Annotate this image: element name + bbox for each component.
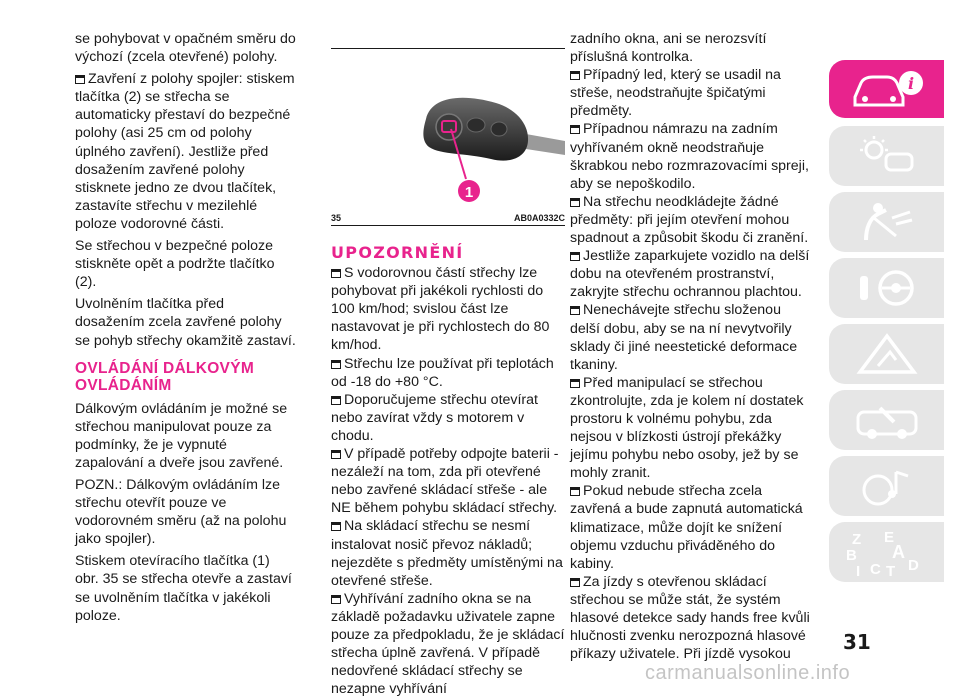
paragraph: Stiskem otevíracího tlačítka (1) obr. 35 se střecha otevře a zastaví se uvolněním tlačítka v jakékoli poloze.	[75, 553, 292, 624]
tab-warning-lights[interactable]	[829, 126, 944, 186]
emergency-icon	[852, 332, 922, 376]
watermark: carmanualsonline.info	[645, 662, 851, 684]
paragraph: Uvolněním tlačítka před dosažením zcela zavřené polohy se pohyb střechy okamžitě zastaví.	[75, 296, 296, 349]
page-number: 31	[843, 630, 871, 654]
safety-icon	[852, 200, 922, 244]
bullet-box-icon	[331, 522, 341, 531]
index-letter: C	[869, 561, 881, 578]
bullet-box-icon	[570, 71, 580, 80]
bullet-box-icon	[75, 75, 85, 84]
bullet-box-icon	[331, 269, 341, 278]
index-letter: D	[907, 557, 919, 574]
car-info-icon	[847, 67, 927, 111]
bullet-box-icon	[570, 578, 580, 587]
chapter-tabs	[829, 60, 949, 588]
starting-driving-icon	[852, 266, 922, 310]
warning-lights-icon	[852, 134, 922, 178]
index-letter: Z	[851, 531, 861, 548]
figure-35	[331, 48, 565, 227]
paragraph: se pohybovat v opačném směru do výchozí (zcela otevřené) polohy.	[75, 31, 296, 66]
section-heading: OVLÁDÁNÍ DÁLKOVÝM OVLÁDÁNÍM	[75, 359, 255, 394]
index-icon	[842, 526, 932, 578]
bullet-box-icon	[570, 487, 580, 496]
warning-item: Vyhřívání zadního okna se na základě požadavku uživatele zapne pouze za předpokladu, že je skládací střecha úplně zavřená. V případě nedovřené skládací střechy se nezapne vyhřívání	[331, 590, 565, 698]
bullet-box-icon	[331, 360, 341, 369]
left-column	[75, 30, 297, 629]
warning-item: Doporučujeme střechu otevírat nebo zavírat vždy s motorem v chodu.	[331, 391, 538, 444]
callout-label: 1	[464, 184, 474, 201]
paragraph: zadního okna, ani se nerozsvítí příslušná kontrolka.	[570, 31, 767, 66]
warning-item: Pokud nebude střecha zcela zavřená a bude zapnutá automatická klimatizace, může dojít ke snížení objemu vzduchu přiváděného do kabiny.	[570, 483, 803, 572]
paragraph: Zavření z polohy spojler: stiskem tlačítka (2) se střecha se automaticky přestaví do bezpečné polohy (asi 25 cm od polohy úplného zavření). Jestliže před dosažením zavřené polohy stisknete jedno ze dvou tlačítek, zastavíte střechu v mezilehlé poloze vodorovné části.	[75, 71, 295, 232]
bullet-box-icon	[331, 595, 341, 604]
warning-item: Před manipulací se střechou zkontrolujte, zda je kolem ní dostatek prostoru k volnému pohybu, zda nejsou v blízkosti ústrojí překážky jejímu pohybu nebo osoby, jež by se mohly zranit.	[570, 374, 804, 482]
warning-item: Jestliže zaparkujete vozidlo na delší dobu na otevřeném prostranství, zakryjte střechu ochrannou plachtou.	[570, 248, 810, 301]
index-letter: E	[883, 529, 894, 546]
warning-item: Na skládací střechu se nesmí instalovat nosič převoz nákladů; nejezděte s předměty umístěnými na otevřené střeše.	[331, 518, 563, 589]
bullet-box-icon	[570, 198, 580, 207]
tab-index[interactable]	[829, 522, 944, 582]
maintenance-icon	[852, 398, 922, 442]
warning-item: Případný led, který se usadil na střeše, neodstraňujte špičatými předměty.	[570, 67, 781, 120]
index-letter: I	[855, 563, 860, 578]
index-letter: A	[891, 542, 905, 562]
tab-emergency[interactable]	[829, 324, 944, 384]
warning-item: Nenechávejte střechu složenou delší dobu, aby se na ní nevytvořily sklady či jiné neestetické deformace tkaniny.	[570, 302, 798, 373]
paragraph: Se střechou v bezpečné poloze stiskněte opět a podržte tlačítko (2).	[75, 238, 275, 291]
tab-starting-driving[interactable]	[829, 258, 944, 318]
bullet-box-icon	[331, 396, 341, 405]
tab-safety[interactable]	[829, 192, 944, 252]
warning-heading: UPOZORNĚNÍ	[331, 243, 464, 262]
warning-item: Střechu lze používat při teplotách od -18 do +80 °C.	[331, 355, 554, 390]
warning-column	[331, 232, 565, 698]
tab-multimedia[interactable]	[829, 456, 944, 516]
bullet-box-icon	[570, 306, 580, 315]
svg-text:i: i	[907, 74, 914, 93]
figure-number: 35	[331, 213, 342, 223]
key-fob-illustration	[331, 49, 565, 209]
index-letter: B	[845, 547, 857, 564]
tab-vehicle-info[interactable]	[829, 60, 944, 118]
right-column	[570, 30, 810, 663]
warning-item: Za jízdy s otevřenou skládací střechou se může stát, že systém hlasové detekce sady hands free kvůli hlučnosti zvenku nerozpozná hlasové příkazy uživatele. Při jízdě vysokou	[570, 573, 810, 663]
multimedia-icon	[852, 464, 922, 508]
bullet-box-icon	[570, 125, 580, 134]
tab-maintenance[interactable]	[829, 390, 944, 450]
warning-item: V případě potřeby odpojte baterii - nezáleží na tom, zda při otevřené nebo zavřené skládací střeše - ale NE během pohybu skládací střechy.	[331, 446, 559, 517]
warning-item: Na střechu neodkládejte žádné předměty: při jejím otevření mohou spadnout a způsobit škodu či zranění.	[570, 193, 809, 247]
warning-item: Případnou námrazu na zadním vyhřívaném okně neodstraňuje škrabkou nebo rozmrazovacími spreji, aby se nepoškodilo.	[570, 121, 809, 192]
paragraph: Dálkovým ovládáním je možné se střechou manipulovat pouze za podmínky, že je vypnuté zapalování a dveře jsou zavřené.	[75, 400, 288, 471]
bullet-box-icon	[570, 252, 580, 261]
figure-caption	[331, 213, 565, 226]
paragraph: POZN.: Dálkovým ovládáním lze střechu otevřít pouze ve vodorovném směru (až na polohu jako spojler).	[75, 476, 287, 548]
warning-item: S vodorovnou částí střechy lze pohybovat při jakékoli rychlosti do 100 km/hod; svislou část lze nastavovat je při rychlostech do 80 km/hod.	[331, 265, 550, 354]
bullet-box-icon	[331, 450, 341, 459]
index-letter: T	[885, 563, 895, 578]
bullet-box-icon	[570, 379, 580, 388]
figure-code: AB0A0332C	[513, 213, 565, 223]
